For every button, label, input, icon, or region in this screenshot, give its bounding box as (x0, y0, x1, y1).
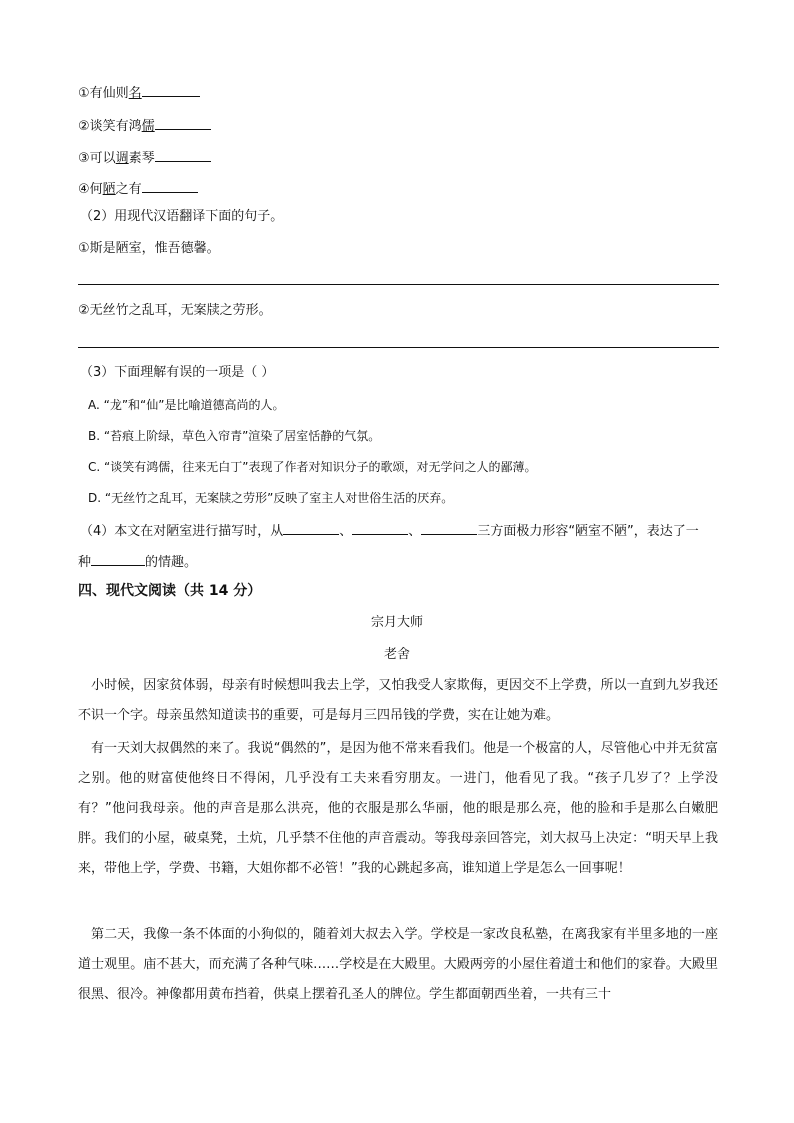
article-title: 宗月大师 (370, 615, 423, 630)
q4-line-1: （4）本文在对陋室进行描写时，从 、 、 三方面极力形容“陋室不陋”，表达了一 (80, 520, 699, 541)
answer-blank[interactable] (283, 520, 339, 535)
q2-sentence-1: ①斯是陋室，惟吾德馨。 (78, 241, 220, 256)
section-heading: 四、现代文阅读（共 14 分） (78, 583, 262, 599)
paragraph-1: 小时候，因家贫体弱，母亲有时候想叫我去上学，又怕我受人家欺侮，更因交不上学费，所以一直到九岁我还不识一个字。母亲虽然知道读书的重要，可是每月三四吊钱的学费，实在让她为难。 (78, 678, 718, 723)
q3-option-c[interactable]: C. “谈笑有鸿儒，往来无白丁”表现了作者对知识分子的歌颂，对无学问之人的鄙薄。 (88, 460, 537, 474)
answer-blank[interactable] (155, 147, 211, 162)
answer-line[interactable] (78, 284, 719, 285)
vocab-word: 儒 (141, 119, 155, 134)
q3-option-d[interactable]: D. “无丝竹之乱耳，无案牍之劳形”反映了室主人对世俗生活的厌弃。 (88, 491, 454, 505)
answer-blank[interactable] (91, 551, 145, 566)
answer-line[interactable] (78, 347, 719, 348)
answer-blank[interactable] (352, 520, 408, 535)
vocab-item-1: ①有仙则名 (78, 82, 200, 103)
answer-blank[interactable] (142, 82, 200, 97)
vocab-item-2: ②谈笑有鸿儒 (78, 115, 211, 136)
q3-option-a[interactable]: A. “龙”和“仙”是比喻道德高尚的人。 (88, 398, 285, 412)
q4-line-2: 种 的情趣。 (78, 551, 197, 572)
q2-sentence-2: ②无丝竹之乱耳，无案牍之劳形。 (78, 303, 272, 318)
q3-label: （3）下面理解有误的一项是（ ） (80, 365, 275, 380)
paragraph-2: 有一天刘大叔偶然的来了。我说“偶然的”，是因为他不常来看我们。他是一个极富的人，尽管他心中并无贫富之别。他的财富使他终日不得闲，几乎没有工夫来看穷朋友。一进门，他看见了我。“孩子几岁了？上学没有？”他问我母亲。他的声音是那么洪亮，他的衣服是那么华丽，他的眼是那么亮，他的脸和手是那么白嫩肥胖。我们的小屋，破桌凳，土炕，几乎禁不住他的声音震动。等我母亲回答完，刘大叔马上决定：“明天早上我来，带他上学，学费、书籍，大姐你都不必管！”我的心跳起多高，谁知道上学是怎么一回事呢！ (78, 741, 718, 876)
q2-label: （2）用现代汉语翻译下面的句子。 (80, 209, 284, 224)
q3-option-b[interactable]: B. “苔痕上阶绿，草色入帘青”渲染了居室恬静的气氛。 (88, 429, 381, 443)
vocab-word: 调 (115, 151, 129, 166)
vocab-item-4: ④何陋之有 (78, 178, 198, 199)
vocab-word: 名 (128, 86, 142, 101)
answer-blank[interactable] (421, 520, 477, 535)
vocab-item-3: ③可以调素琴 (78, 147, 211, 168)
vocab-word: 陋 (102, 182, 116, 197)
answer-blank[interactable] (142, 178, 198, 193)
paragraph-3: 第二天，我像一条不体面的小狗似的，随着刘大叔去入学。学校是一家改良私塾，在离我家有半里多地的一座道士观里。庙不甚大，而充满了各种气味……学校是在大殿里。大殿两旁的小屋住着道士和他们的家眷。大殿里很黑、很冷。神像都用黄布挡着，供桌上摆着孔圣人的牌位。学生都面朝西坐着，一共有三十 (78, 927, 718, 1002)
answer-blank[interactable] (155, 115, 211, 130)
article-author: 老舍 (383, 647, 410, 662)
